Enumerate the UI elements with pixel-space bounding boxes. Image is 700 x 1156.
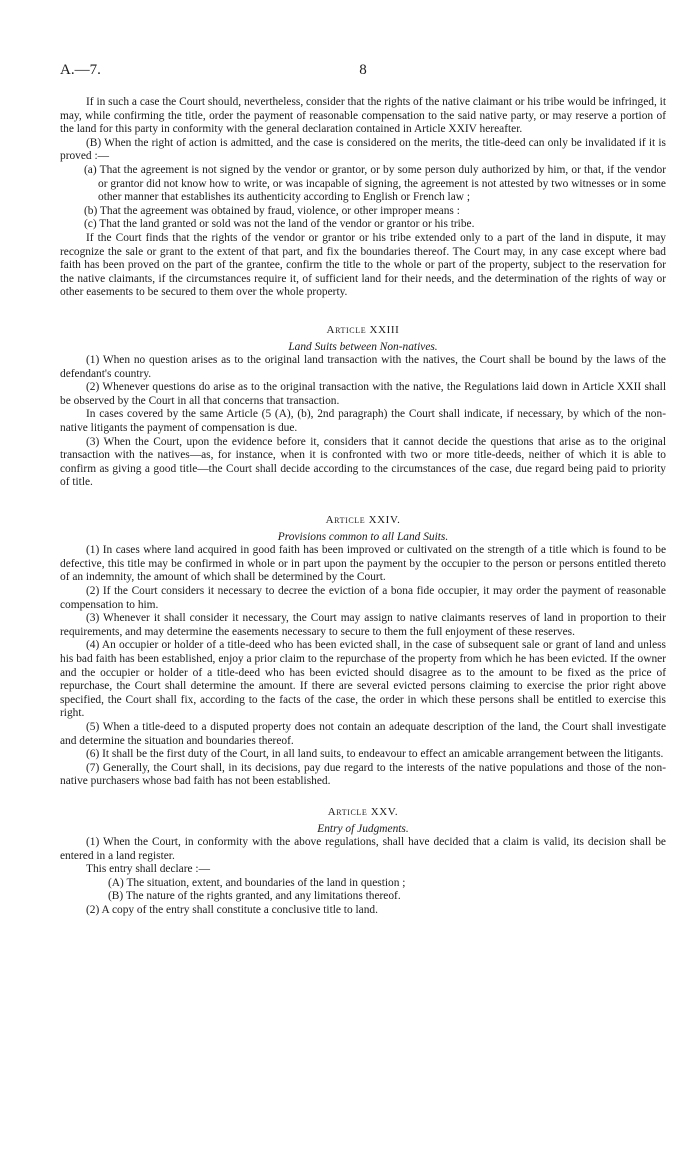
condition-item: (b) That the agreement was obtained by fraud, violence, or other improper means :	[84, 204, 460, 217]
condition-item: (a) That the agreement is not signed by the vendor or grantor, or by some person duly authorized by him, or that, if the vendor or grantor did not know how to write, or was incapable of signing, the agreement is not attested by two witnesses or in some other manner that establishes its authenticity according to English or French law ;	[84, 163, 666, 204]
page-number: 8	[359, 62, 367, 78]
article-subtitle: Entry of Judgments.	[317, 822, 409, 835]
paragraph: (5) When a title-deed to a disputed property does not contain an adequate description of the land, the Court shall investigate and determine the situation and boundaries thereof.	[60, 720, 666, 747]
article-heading: Article XXIV.	[325, 514, 401, 527]
page-body	[60, 96, 666, 918]
article-subtitle: Land Suits between Non-natives.	[288, 340, 438, 353]
paragraph: This entry shall declare :—	[86, 863, 210, 876]
paragraph: (2) If the Court considers it necessary to decree the eviction of a bona fide occupier, it may order the payment of reasonable compensation to him.	[60, 585, 666, 611]
declaration-item: (A) The situation, extent, and boundaries of the land in question ;	[108, 876, 406, 889]
paragraph: (3) When the Court, upon the evidence before it, considers that it cannot decide the questions that arise as to the original transaction with the natives—as, for instance, when it is confronted with two or more title-deeds, neither of which it is able to confirm as giving a good title—the Court shall decide according to the circumstances of the case, due regard being paid to priority of title.	[60, 435, 666, 489]
page-header	[60, 62, 666, 84]
paragraph: (7) Generally, the Court shall, in its decisions, pay due regard to the interests of the native populations and those of the non-native purchasers whose bad faith has not been established.	[60, 761, 666, 788]
condition-item: (c) That the land granted or sold was not the land of the vendor or grantor or his tribe.	[84, 218, 475, 231]
declaration-item: (B) The nature of the rights granted, and any limitations thereof.	[108, 890, 401, 903]
paragraph: (2) A copy of the entry shall constitute a conclusive title to land.	[86, 904, 378, 917]
article-heading: Article XXIII	[326, 323, 400, 336]
paragraph: If the Court finds that the rights of the vendor or grantor or his tribe extended only to a part of the land in dispute, it may recognize the sale or grant to the extent of that part, and fix the boundaries thereof. The Court may, in any case except where bad faith has been proved on the part of the grantee, confirm the title to the whole or part of the property, subject to the reservation for the native claimants, if the circumstances require it, of sufficient land for their needs, and the determination of the rights of way or other easements to be secured to them over the whole property.	[60, 231, 666, 299]
paragraph: (1) When the Court, in conformity with the above regulations, shall have decided that a claim is valid, its decision shall be entered in a land register.	[60, 836, 666, 862]
document-reference: A.—7.	[60, 62, 101, 78]
paragraph: (2) Whenever questions do arise as to the original transaction with the native, the Regulations laid down in Article XXII shall be observed by the Court in all that concerns that transaction.	[60, 381, 666, 407]
paragraph: If in such a case the Court should, nevertheless, consider that the rights of the native claimant or his tribe would be infringed, it may, while confirming the title, order the payment of reasonable compensation to the said native party, or may reserve a portion of the land for this party in conformity with the general declaration contained in Article XXIV hereafter.	[60, 96, 666, 136]
paragraph: (B) When the right of action is admitted, and the case is considered on the merits, the title-deed can only be invalidated if it is proved :—	[60, 136, 666, 163]
article-subtitle: Provisions common to all Land Suits.	[277, 530, 449, 543]
paragraph: In cases covered by the same Article (5 (A), (b), 2nd paragraph) the Court shall indicate, if necessary, by which of the non-native litigants the payment of compensation is due.	[60, 408, 666, 435]
paragraph: (3) Whenever it shall consider it necessary, the Court may assign to native claimants reserves of land in proportion to their requirements, and may determine the easements necessary to secure to them the full enjoyment of these reserves.	[60, 612, 666, 638]
paragraph: (1) In cases where land acquired in good faith has been improved or cultivated on the strength of a title which is found to be defective, this title may be confirmed in whole or in part upon the payment by the occupier to the person or persons entitled thereto of an indemnity, the amount of which shall be determined by the Court.	[60, 544, 666, 584]
article-heading: Article XXV.	[327, 805, 399, 818]
paragraph: (1) When no question arises as to the original land transaction with the natives, the Court shall be bound by the laws of the defendant's country.	[60, 354, 666, 380]
paragraph: (4) An occupier or holder of a title-deed who has been evicted shall, in the case of subsequent sale or grant of land and unless his bad faith has been established, enjoy a prior claim to the repurchase of the property from which he has been evicted. If the owner and the occupier or holder of a title-deed who has been evicted should disagree as to the amount to be fixed as the price of repurchase, the Court shall determine the amount. If there are several evicted persons claiming to exercise the prior right above specified, the Court shall fix, according to the facts of the case, the order in which these persons shall be entitled to exercise this right.	[60, 639, 666, 720]
paragraph: (6) It shall be the first duty of the Court, in all land suits, to endeavour to effect an amicable arrangement between the litigants.	[86, 748, 664, 761]
